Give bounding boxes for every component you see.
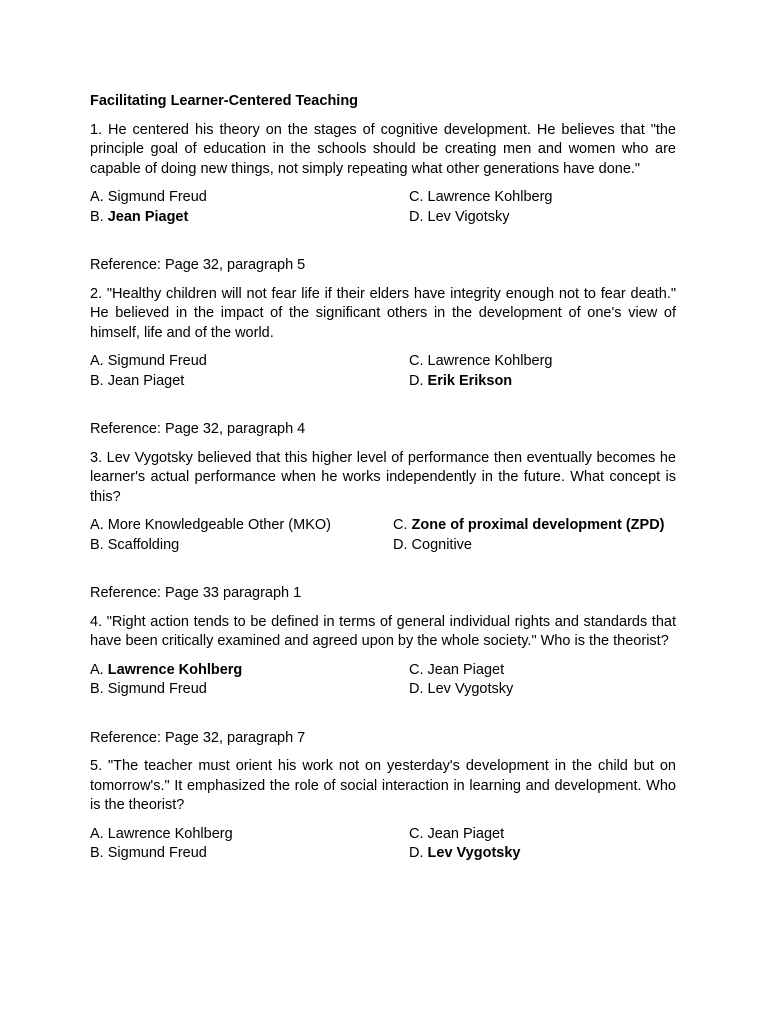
reference-note: Reference: Page 32, paragraph 7 — [90, 729, 306, 746]
option-text: Sigmund Freud — [107, 189, 207, 205]
option-d — [393, 536, 676, 556]
option-letter: B. — [90, 845, 104, 861]
option-b — [90, 844, 409, 864]
option-d — [409, 208, 676, 228]
option-text: Scaffolding — [107, 536, 180, 553]
answer-options — [90, 516, 676, 555]
option-b — [90, 208, 409, 228]
option-text-answer: Lev Vygotsky — [427, 845, 521, 861]
option-text-answer: Jean Piaget — [107, 208, 189, 225]
answer-options — [90, 352, 676, 391]
question-text: 2. "Healthy children will not fear life if their elders have integrity enough not to fear death." He believed in the impact of the significant others in the development of one's view of himself, life and of the world. — [90, 285, 676, 341]
reference-note: Reference: Page 32, paragraph 5 — [90, 257, 306, 273]
answer-options — [90, 188, 676, 227]
option-a — [90, 516, 393, 536]
option-text-answer: Erik Erikson — [427, 372, 513, 389]
option-c — [409, 352, 676, 372]
question-text: 3. Lev Vygotsky believed that this higher level of performance then eventually becomes he learner's actual performance when he works independently in the future. What concept is this? — [90, 449, 676, 505]
question-4 — [90, 613, 676, 749]
option-letter: A. — [90, 661, 104, 678]
option-d — [409, 844, 676, 864]
reference-note: Reference: Page 33 paragraph 1 — [90, 585, 302, 601]
option-letter: D. — [409, 208, 424, 225]
option-letter: A. — [90, 517, 104, 533]
option-letter: C. — [409, 353, 424, 369]
option-letter: A. — [90, 825, 104, 842]
option-letter: B. — [90, 208, 104, 225]
option-b — [90, 680, 409, 700]
question-1 — [90, 121, 676, 276]
option-text: Lawrence Kohlberg — [427, 353, 553, 369]
option-letter: C. — [409, 825, 424, 842]
option-text: Sigmund Freud — [107, 681, 207, 697]
option-d — [409, 680, 676, 700]
option-a — [90, 188, 409, 208]
option-c — [409, 661, 676, 681]
reference-note: Reference: Page 32, paragraph 4 — [90, 421, 306, 437]
option-text: Sigmund Freud — [107, 353, 207, 369]
question-3 — [90, 449, 676, 604]
answer-options — [90, 825, 676, 864]
option-letter: C. — [409, 661, 424, 678]
option-letter: C. — [393, 517, 408, 533]
option-a — [90, 825, 409, 845]
option-letter: D. — [409, 681, 424, 697]
option-b — [90, 372, 409, 392]
document-title: Facilitating Learner-Centered Teaching — [90, 93, 359, 109]
option-text: Lev Vigotsky — [427, 208, 510, 225]
option-c — [409, 825, 676, 845]
option-letter: C. — [409, 189, 424, 205]
option-d — [409, 372, 676, 392]
option-text: More Knowledgeable Other (MKO) — [107, 517, 331, 533]
option-text: Lev Vygotsky — [427, 681, 514, 697]
option-text: Jean Piaget — [107, 372, 185, 389]
option-text: Jean Piaget — [427, 825, 505, 842]
option-text-answer: Lawrence Kohlberg — [107, 661, 243, 678]
question-2 — [90, 285, 676, 440]
option-c — [409, 188, 676, 208]
question-text: 5. "The teacher must orient his work not on yesterday's development in the child but on tomorrow's." It emphasized the role of social interaction in learning and development. Who is the theorist? — [90, 758, 676, 813]
option-c — [393, 516, 676, 536]
question-5 — [90, 757, 676, 864]
option-text: Lawrence Kohlberg — [427, 189, 553, 205]
option-a — [90, 352, 409, 372]
option-letter: D. — [409, 372, 424, 389]
option-letter: D. — [393, 536, 408, 553]
option-b — [90, 536, 393, 556]
option-a — [90, 661, 409, 681]
question-text: 4. "Right action tends to be defined in terms of general individual rights and standards that have been critically examined and agreed upon by the whole society." Who is the theorist? — [90, 613, 676, 649]
option-letter: D. — [409, 845, 424, 861]
answer-options — [90, 661, 676, 700]
option-letter: A. — [90, 189, 104, 205]
question-text: 1. He centered his theory on the stages of cognitive development. He believes that "the principle goal of education in the schools should be creating men and women who are capable of doing new things, not simply repeating what other generations have done." — [90, 121, 676, 177]
option-text: Lawrence Kohlberg — [107, 825, 233, 842]
option-text-answer: Zone of proximal development (ZPD) — [411, 517, 665, 533]
option-letter: B. — [90, 681, 104, 697]
option-text: Jean Piaget — [427, 661, 505, 678]
option-letter: B. — [90, 372, 104, 389]
option-letter: A. — [90, 353, 104, 369]
document-page — [90, 92, 676, 864]
option-letter: B. — [90, 536, 104, 553]
option-text: Sigmund Freud — [107, 845, 207, 861]
option-text: Cognitive — [411, 536, 472, 553]
